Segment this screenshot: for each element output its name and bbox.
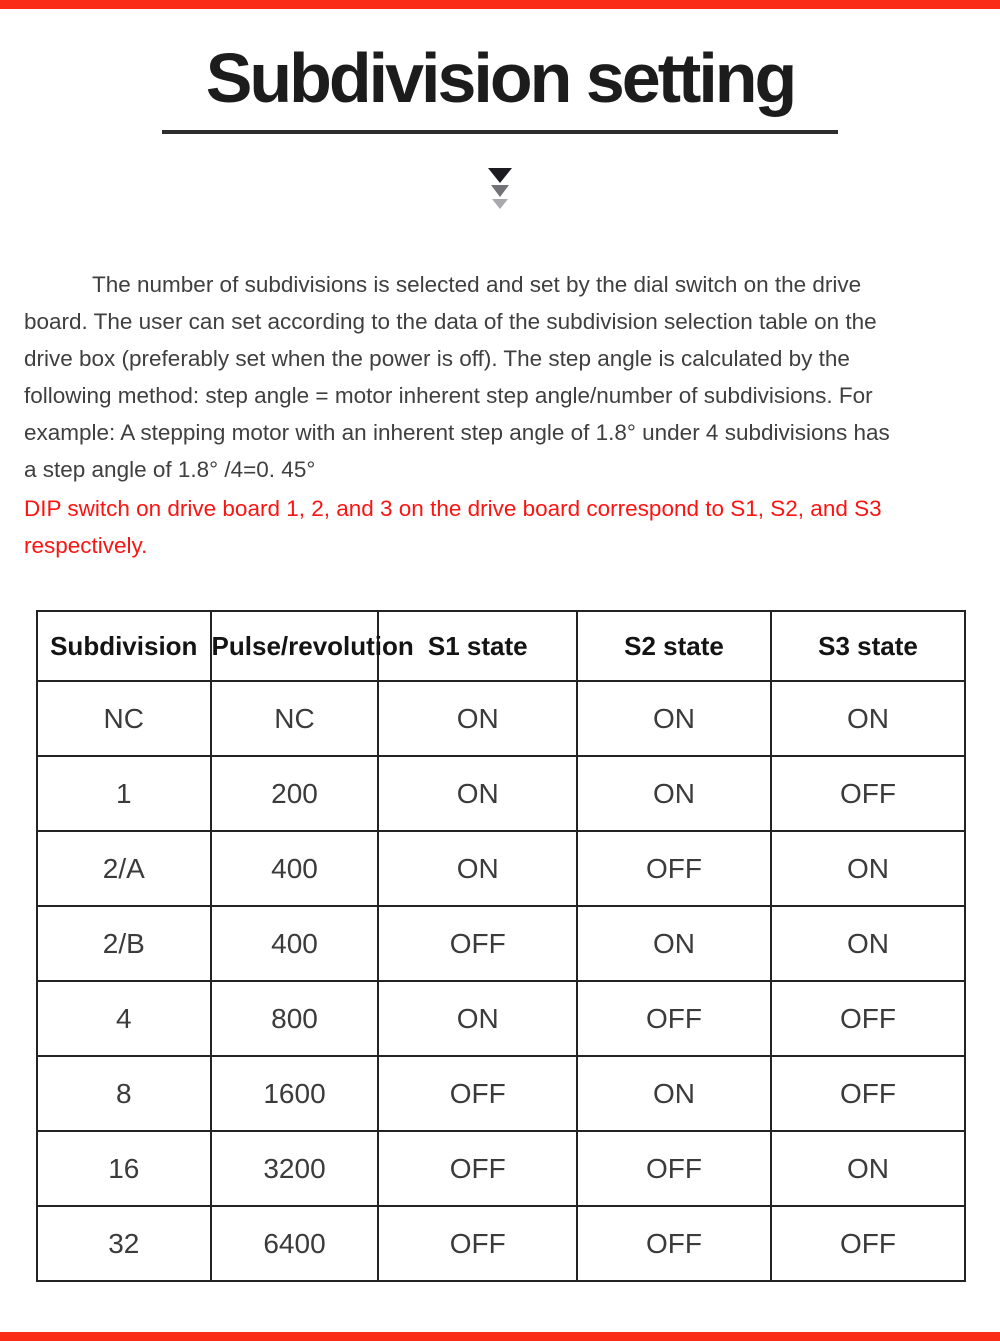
table-cell: 1600 [211,1056,379,1131]
column-header: S1 state [378,611,577,681]
column-header: S3 state [771,611,965,681]
table-cell: ON [577,681,771,756]
table-body [37,681,965,1281]
column-header: Pulse/revolution [211,611,379,681]
title-underline [162,130,838,134]
table-row [37,681,965,756]
table-row [37,1131,965,1206]
table-cell: 2/A [37,831,211,906]
table-cell: ON [771,681,965,756]
table-cell: ON [378,756,577,831]
table-cell: 400 [211,831,379,906]
table-cell: ON [771,831,965,906]
table-cell: 32 [37,1206,211,1281]
table-cell: ON [577,1056,771,1131]
paragraph-line: board. The user can set according to the data of the subdivision selection table on the [24,309,877,334]
table-cell: 200 [211,756,379,831]
triple-chevron-down-icon [0,168,1000,209]
top-red-divider-bar [0,0,1000,9]
table-cell: OFF [378,1131,577,1206]
table-cell: 3200 [211,1131,379,1206]
table-cell: 2/B [37,906,211,981]
table-cell: OFF [577,831,771,906]
table-cell: OFF [577,1206,771,1281]
table-cell: ON [378,681,577,756]
paragraph-line: following method: step angle = motor inherent step angle/number of subdivisions. For [24,383,873,408]
table-cell: OFF [577,981,771,1056]
table-header-row [37,611,965,681]
table-cell: OFF [378,1206,577,1281]
chevron-down-icon [488,168,512,183]
table-cell: NC [37,681,211,756]
table-cell: OFF [577,1131,771,1206]
paragraph-line: respectively. [24,533,148,558]
table-cell: ON [771,906,965,981]
table-cell: 16 [37,1131,211,1206]
column-header: S2 state [577,611,771,681]
paragraph-line: drive box (preferably set when the power is off). The step angle is calculated by the [24,346,850,371]
subdivision-table [36,610,966,1282]
table-cell: ON [771,1131,965,1206]
table-cell: 4 [37,981,211,1056]
table-cell: OFF [771,1056,965,1131]
table-row [37,756,965,831]
paragraph-line: The number of subdivisions is selected and set by the dial switch on the drive [92,272,862,297]
table-cell: 6400 [211,1206,379,1281]
table-cell: ON [378,981,577,1056]
table-cell: OFF [771,981,965,1056]
table-cell: 800 [211,981,379,1056]
column-header: Subdivision [37,611,211,681]
page-title: Subdivision setting [205,39,795,117]
table-cell: 400 [211,906,379,981]
table-row [37,981,965,1056]
paragraph-line: DIP switch on drive board 1, 2, and 3 on the drive board correspond to S1, S2, and S3 [24,496,882,521]
table-cell: OFF [378,906,577,981]
table-cell: 8 [37,1056,211,1131]
paragraph-line: example: A stepping motor with an inherent step angle of 1.8° under 4 subdivisions has [24,420,890,445]
paragraph-line: a step angle of 1.8° /4=0. 45° [24,457,316,482]
table-row [37,831,965,906]
table-cell: OFF [378,1056,577,1131]
intro-paragraph [24,266,976,488]
table-cell: 1 [37,756,211,831]
dip-switch-note [24,490,976,564]
bottom-red-divider-bar [0,1332,1000,1341]
table-cell: ON [577,906,771,981]
table-row [37,1056,965,1131]
table-cell: OFF [771,756,965,831]
table-cell: ON [378,831,577,906]
chevron-down-icon [491,185,509,197]
table-cell: OFF [771,1206,965,1281]
table-row [37,906,965,981]
chevron-down-icon [492,199,508,209]
table-cell: NC [211,681,379,756]
table-cell: ON [577,756,771,831]
table-row [37,1206,965,1281]
